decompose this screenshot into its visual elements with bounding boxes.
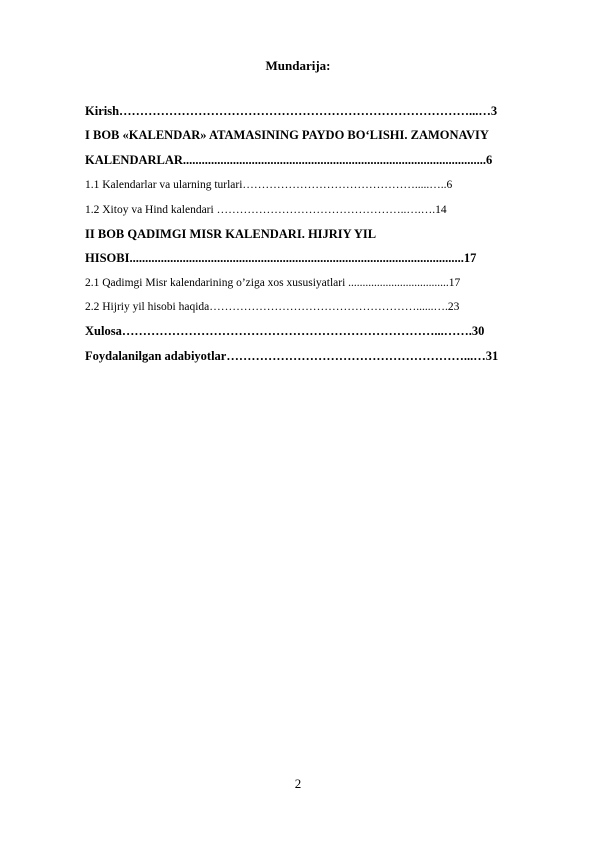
- page-title: Mundarija:: [265, 58, 331, 73]
- toc-entry-section-2-2: 2.2 Hijriy yil hisobi haqida………………………………………………......….23: [85, 301, 460, 313]
- page-number: 2: [294, 776, 302, 791]
- toc-entry-xulosa: Xulosa…………………………………………………………………...…….30: [85, 324, 485, 338]
- toc-entry-adabiyotlar: Foydalanilgan adabiyotlar…………………………………………………...…31: [85, 349, 499, 363]
- toc-entry-chapter-2-title: II BOB QADIMGI MISR KALENDARI. HIJRIY YIL: [85, 227, 377, 241]
- toc-entry-section-2-1: 2.1 Qadimgi Misr kalendarining o’ziga xos xususiyatlari ...................................17: [85, 277, 461, 289]
- toc-entry-section-1-1: 1.1 Kalendarlar va ularning turlari……………………………………….....…..6: [85, 179, 453, 191]
- toc-entry-chapter-1-title-cont: KALENDARLAR.................................................................................................6: [85, 153, 493, 167]
- toc-entry-kirish: Kirish…………………………………………………………………………...…3: [85, 104, 498, 118]
- toc-entry-section-1-2: 1.2 Xitoy va Hind kalendari …………………………………………..….….14: [85, 204, 447, 216]
- toc-entry-chapter-2-title-cont: HISOBI...........................................................................................................17: [85, 251, 477, 265]
- toc-entry-chapter-1-title: I BOB «KALENDAR» ATAMASINING PAYDO BO‘LISHI. ZAMONAVIY: [85, 128, 489, 142]
